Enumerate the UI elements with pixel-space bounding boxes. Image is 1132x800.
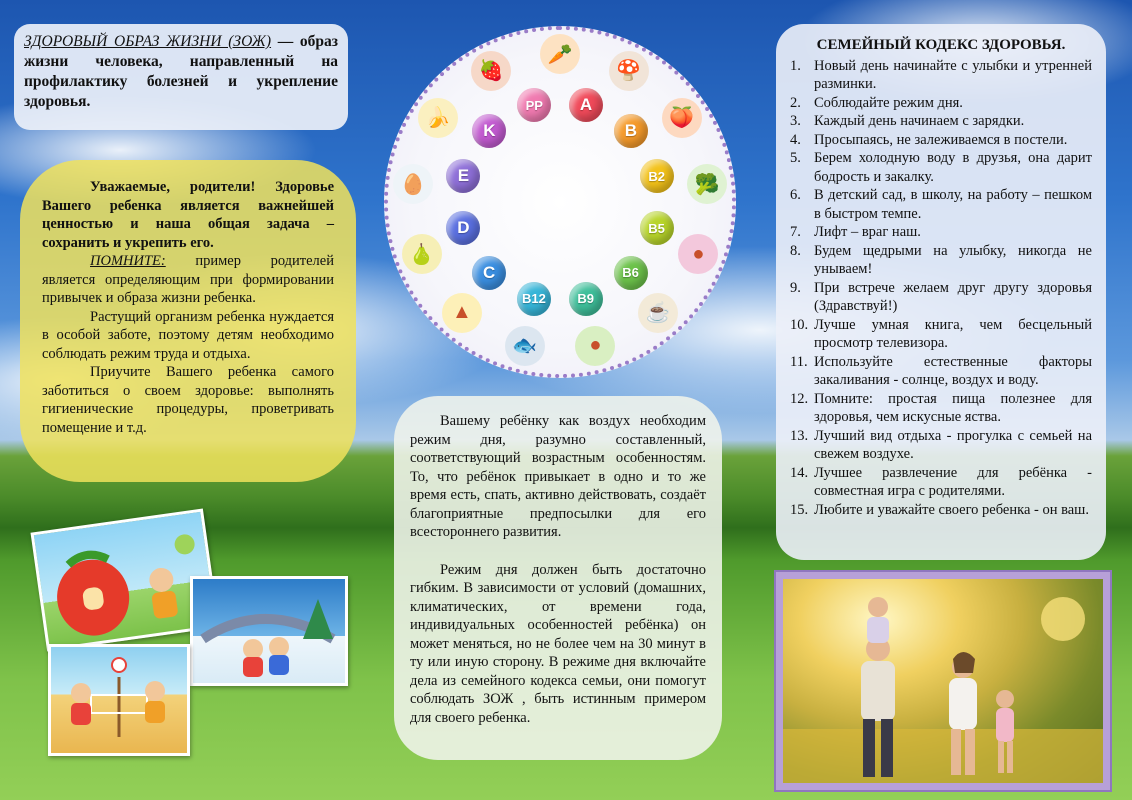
family-code-item-text: Лифт – враг наш. [814,224,921,240]
family-code-item [790,112,1092,131]
broccoli-icon: 🥦 [687,164,727,204]
beet-icon: ● [678,234,718,274]
tea-cup-icon: ☕ [638,293,678,333]
family-code-item-text: Любите и уважайте своего ребенка - он ваш. [814,501,1089,518]
vitamin-ball: B12 [517,282,551,316]
peach-icon: 🍑 [662,98,702,138]
family-code-item-text: Лучший вид отдыха - прогулка с семьей на свежем воздухе. [814,427,1092,462]
definition-term: ЗДОРОВЫЙ ОБРАЗ ЖИЗНИ (ЗОЖ) [24,33,272,50]
family-code-item-number: 1. [790,57,801,74]
mushroom-icon: 🍄 [609,51,649,91]
peas-icon: ● [575,326,615,366]
remember-text: пример родителей является определяющим при формировании привычек и образа жизни ребенка. [42,253,334,306]
pear-grapes-icon: 🍐 [402,234,442,274]
vitamin-ball: E [446,159,480,193]
family-code-item [790,242,1092,279]
family-walk-illustration [783,579,1103,783]
strawberry-house-illustration [34,512,216,648]
family-code-item [790,501,1092,520]
family-code-item-text: Лучшее развлечение для ребёнка - совместная игра с родителями. [814,464,1092,499]
family-code-item-text: В детский сад, в школу, на работу – пешком в быстром темпе. [814,187,1092,222]
family-code-item-text: Лучше умная книга, чем бесцельный просмотр телевизора. [814,316,1092,351]
family-code-list [790,57,1092,520]
family-code-item-text: Будем щедрыми на улыбку, никогда не унываем! [814,242,1092,277]
family-code-item-number: 9. [790,279,801,296]
family-code-item [790,427,1092,464]
family-code-item [790,149,1092,186]
family-code-item-number: 8. [790,242,801,259]
family-code-item-number: 12. [790,390,809,407]
vitamin-ball: K [472,114,506,148]
family-code-item-text: Просыпаясь, не залеживаемся в постели. [814,131,1068,148]
family-code-item-text: Соблюдайте режим дня. [814,94,963,111]
family-code-item [790,131,1092,150]
fish-icon: 🐟 [505,326,545,366]
family-code-item [790,316,1092,353]
family-photo-image [783,579,1103,783]
regime-paragraph-1: Вашему ребёнку как воздух необходим режим дня, разумно составленный, соответствующий возрастным особенностям. То, что ребёнок привыкает в одно и то же время есть, спать, активно действовать, создаёт благоприятные предпосылки для его всестороннего развития. [410,413,706,540]
definition-text: — образ жизни человека, направленный на профилактику болезней и укрепление здоровья. [24,33,339,110]
family-code-item-number: 14. [790,464,809,481]
parents-paragraph-3: Приучите Вашего ребенка самого заботиться о своем здоровье: выполнять гигиенические процедуры, проветривать помещение и т.д. [42,364,334,436]
family-code-item [790,57,1092,94]
family-code-item-text: Берем холодную воду в друзья, она дарит бодрость и закалку. [814,150,1092,185]
parents-message-box [20,160,356,482]
family-code-item [790,390,1092,427]
vitamin-ball: B6 [614,256,648,290]
family-code-item-text: Помните: простая пища полезнее для здоровья, чем искусные яства. [814,390,1092,425]
family-code-item-number: 2. [790,94,801,111]
vitamin-ball: PP [517,88,551,122]
family-code-item-number: 15. [790,501,809,518]
parents-paragraph-2: Растущий организм ребенка нуждается в особой заботе, поэтому детям необходимо соблюдать режим труда и отдыха. [42,308,334,362]
kids-winter-picture [190,576,348,686]
family-code-item-number: 10. [790,316,809,333]
family-code-item-number: 4. [790,131,801,148]
kids-beach-picture [48,644,190,756]
water-egg-icon: 🥚 [393,164,433,204]
winter-illustration [193,579,345,683]
family-health-code [776,24,1106,560]
vitamin-ball: D [446,211,480,245]
family-code-item [790,464,1092,501]
vitamin-ball: B [614,114,648,148]
family-code-item-number: 13. [790,427,809,444]
family-code-item-number: 6. [790,187,801,203]
parents-remember [42,252,334,308]
family-code-item [790,186,1092,223]
definition-box [14,24,348,130]
family-code-item [790,279,1092,316]
family-code-item-number: 7. [790,224,801,240]
family-photo [774,570,1112,792]
remember-label: ПОМНИТЕ: [90,253,166,269]
day-regime-box [394,396,722,760]
family-code-item [790,94,1092,113]
family-code-item-number: 3. [790,113,801,129]
family-code-item-text: Каждый день начинаем с зарядки. [814,113,1025,129]
family-code-item [790,223,1092,242]
vitamin-ball: A [569,88,603,122]
family-code-item-text: Используйте естественные факторы закаливания - солнце, воздух и воду. [814,353,1092,388]
carrot-orange-icon: 🥕 [540,34,580,74]
beach-illustration [51,647,187,753]
banana-onion-icon: 🍌 [418,98,458,138]
family-code-item-text: При встрече желаем друг другу здоровья (Здравствуй!) [814,279,1092,314]
parents-lead: Уважаемые, родители! Здоровье Вашего ребенка является важнейшей ценностью и наша общая задача – сохранить и укрепить его. [42,179,334,251]
family-code-item-number: 11. [790,353,808,370]
nut-strawberry-icon: 🍓 [471,51,511,91]
family-code-item [790,353,1092,390]
family-code-item-number: 5. [790,150,801,166]
family-code-item-text: Новый день начинайте с улыбки и утренней разминки. [814,57,1092,92]
cheese-icon: ▲ [442,293,482,333]
regime-paragraph-2: Режим дня должен быть достаточно гибким. В зависимости от условий (домашних, климатических, от времени года, индивидуальных особенностей ребёнка) он может меняться, но не более чем на 30 минут в ту или иную сторону. В режиме дня включайте дела из семейного кодекса семьи, они помогут соблюдать ЗОЖ , быть истинным примером для своего ребенка. [410,561,706,726]
vitamins-wheel [384,26,736,378]
vitamin-ball: B5 [640,211,674,245]
family-code-title: СЕМЕЙНЫЙ КОДЕКС ЗДОРОВЬЯ. [816,37,1066,53]
vitamin-ball: B2 [640,159,674,193]
vitamin-ball: C [472,256,506,290]
vitamin-ball: B9 [569,282,603,316]
